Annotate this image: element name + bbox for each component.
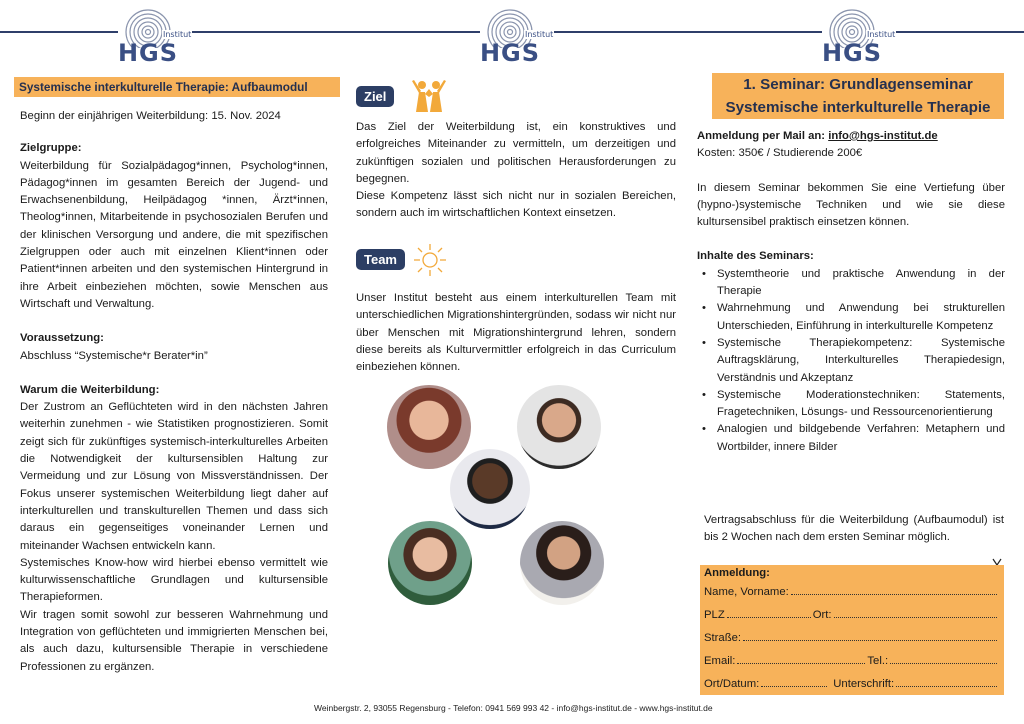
form-row-email-tel xyxy=(704,650,999,673)
ort-label: Ort: xyxy=(812,609,832,621)
team-photo-1 xyxy=(387,385,471,469)
hgs-logo-left xyxy=(116,8,196,72)
logo-hgs-text: HGS xyxy=(479,39,541,67)
logo-institut-text: Institut xyxy=(525,30,554,39)
header-rule-mid-right xyxy=(552,31,822,33)
right-title-line-2: Systemische interkulturelle Therapie xyxy=(725,99,991,116)
form-row-strasse xyxy=(704,627,999,650)
logo-hgs-text: HGS xyxy=(117,39,179,67)
hgs-logo-middle xyxy=(478,8,558,72)
form-heading: Anmeldung: xyxy=(704,567,770,579)
ortdatum-field[interactable] xyxy=(761,674,827,687)
tel-field[interactable] xyxy=(890,651,997,664)
header-rule-left xyxy=(0,31,118,33)
name-label: Name, Vorname: xyxy=(704,586,789,598)
form-row-plz-ort xyxy=(704,604,999,627)
warum-heading: Warum die Weiterbildung: xyxy=(20,383,160,396)
right-title-line-1: 1. Seminar: Grundlagenseminar xyxy=(743,76,973,93)
inhalte-heading: Inhalte des Seminars: xyxy=(697,250,814,263)
registration-form xyxy=(700,565,1004,695)
logo-hgs-text: HGS xyxy=(821,39,883,67)
unterschrift-label: Unterschrift: xyxy=(833,678,895,690)
left-title-highlight xyxy=(14,77,340,97)
warum-paragraph-2: Systemisches Know-how wird hierbei ebenso vermittelt wie kulturwissenschaftliche Grundlagen und kultursensible Therapieformen. xyxy=(20,556,328,604)
seminar-intro: In diesem Seminar bekommen Sie eine Vertiefung über (hypno-)systemische Techniken und wie sie diese kultursensibel praktisch einsetzen können. xyxy=(697,181,1005,229)
inhalte-item: • Systemtheorie und praktische Anwendung in der Therapie xyxy=(697,266,1005,301)
ziel-label: Ziel xyxy=(356,86,394,107)
email-link[interactable]: info@hgs-institut.de xyxy=(828,130,938,142)
inhalte-list xyxy=(697,266,1005,456)
plz-label: PLZ xyxy=(704,609,725,621)
left-title: Systemische interkulturelle Therapie: Aufbaumodul xyxy=(19,80,308,94)
ziel-text xyxy=(356,119,676,223)
warum-paragraph-3: Wir tragen somit sowohl zur besseren Wahrnehmung und Integration von geflüchteten und immigrierten Menschen bei, als auch dazu, kultursensible Therapie in verschiedene Professionen zu ergänzen. xyxy=(20,608,328,673)
logo-institut-text: Institut xyxy=(867,30,896,39)
email-field[interactable] xyxy=(737,651,865,664)
team-label: Team xyxy=(356,249,405,270)
inhalte-item: • Systemische Moderationstechniken: Statements, Fragetechniken, Lösungs- und Ressourcenorientierung xyxy=(697,387,1005,422)
team-text: Unser Institut besteht aus einem interkulturellen Team mit unterschiedlichen Migrationshintergründen, sodass wir nicht nur über Menschen mit Migrationshintergrund lehren, sondern diese bereits als Kulturvermittler erfolgreich in das Curriculum einbeziehen können. xyxy=(356,292,676,374)
team-photo-5 xyxy=(520,521,604,605)
logo-institut-text: Institut xyxy=(163,30,192,39)
right-column xyxy=(697,128,1005,456)
strasse-field[interactable] xyxy=(743,628,997,641)
unterschrift-field[interactable] xyxy=(896,674,997,687)
ort-field[interactable] xyxy=(834,605,997,618)
kosten-text: Kosten: 350€ / Studierende 200€ xyxy=(697,147,863,160)
vertrag-text: Vertragsabschluss für die Weiterbildung (Aufbaumodul) ist bis 2 Wochen nach dem ersten Seminar möglich. xyxy=(704,514,1004,544)
start-date-text: Beginn der einjährigen Weiterbildung: 15. Nov. 2024 xyxy=(20,110,281,122)
ziel-paragraph-2: Diese Kompetenz lässt sich nicht nur in sozialen Bereichen, sondern auch im wirtschaftlichen Kontext einsetzen. xyxy=(356,190,676,220)
anmeldung-mail-line xyxy=(697,128,1005,145)
form-row-ort-datum xyxy=(704,673,999,696)
tel-label: Tel.: xyxy=(867,655,889,667)
header-rule-mid-left xyxy=(190,31,480,33)
voraussetzung-heading: Voraussetzung: xyxy=(20,332,104,345)
email-label: Email: xyxy=(704,655,736,667)
zielgruppe-heading: Zielgruppe: xyxy=(20,142,82,155)
name-field[interactable] xyxy=(791,582,997,595)
voraussetzung-text: Abschluss “Systemische*r Berater*in” xyxy=(20,349,208,362)
hgs-logo-right xyxy=(820,8,900,72)
ortdatum-label: Ort/Datum: xyxy=(704,678,760,690)
anmeldung-mail-label: Anmeldung per Mail an: xyxy=(697,130,826,142)
footer-contact: Weinbergstr. 2, 93055 Regensburg - Telefon: 0941 569 993 42 - info@hgs-institut.de - www.hgs-institut.de xyxy=(314,703,713,713)
warum-paragraph-1: Der Zustrom an Geflüchteten wird in den nächsten Jahren weiterhin zunehmen - wie Statistiken prognostizieren. Somit zeigt sich für zukünftiges systemisch-interkulturelles Arbeiten die Notwendigkeit der kultursensiblen Haltung zur Vermeidung und zur Lösung von Missverständnissen. Der Fokus unserer systemischen Weiterbildung liegt daher auf interkulturellen und transkulturellen Themen und dass sich daraus ein gegenseitiges voneinander Lernen und miteinander Wachsen entwickeln kann. xyxy=(20,401,328,552)
inhalte-item: • Systemische Therapiekompetenz: Systemische Auftragsklärung, Interkulturelles Therapiedesign, Verständnis und Akzeptanz xyxy=(697,335,1005,387)
zielgruppe-text: Weiterbildung für Sozialpädagog*innen, Psycholog*innen, Pädagog*innen im gesamten Bereich der Jugend- und Erwachsenenbildung, Heilpädagog *innen, Ärzt*innen, Theolog*innen, Mitarbeitende in psychosozialen Berufen und der klinischen Versorgung und andere, die mit spezifischen Zielgruppen oder auch mit einzelnen Klient*innen oder Patient*innen arbeiten und den systemischen Hintergrund in ihre Arbeit einbeziehen möchten, sowie Menschen aus Wirtschaft und Verwaltung. xyxy=(20,159,328,310)
team-photo-4 xyxy=(388,521,472,605)
team-photo-2 xyxy=(517,385,601,469)
form-row-name xyxy=(704,581,999,604)
inhalte-item: • Wahrnehmung und Anwendung bei strukturellen Unterschieden, Einführung in interkulturelle Kompetenz xyxy=(697,300,1005,335)
plz-field[interactable] xyxy=(727,605,811,618)
left-column xyxy=(20,108,328,676)
header-rule-right xyxy=(894,31,1024,33)
inhalte-item: • Analogien und bildgebende Verfahren: Metaphern und Wortbilder, innere Bilder xyxy=(697,421,1005,456)
sun-sketch-icon xyxy=(412,242,448,278)
right-title-highlight xyxy=(712,73,1004,119)
celebrating-people-icon xyxy=(408,76,450,116)
ziel-paragraph-1: Das Ziel der Weiterbildung ist, ein konstruktives und erfolgreiches Miteinander zu vermitteln, um derzeitigen und zukünftigen sozialen und politischen Herausforderungen zu begegnen. xyxy=(356,121,676,185)
team-photo-3 xyxy=(450,449,530,529)
strasse-label: Straße: xyxy=(704,632,742,644)
